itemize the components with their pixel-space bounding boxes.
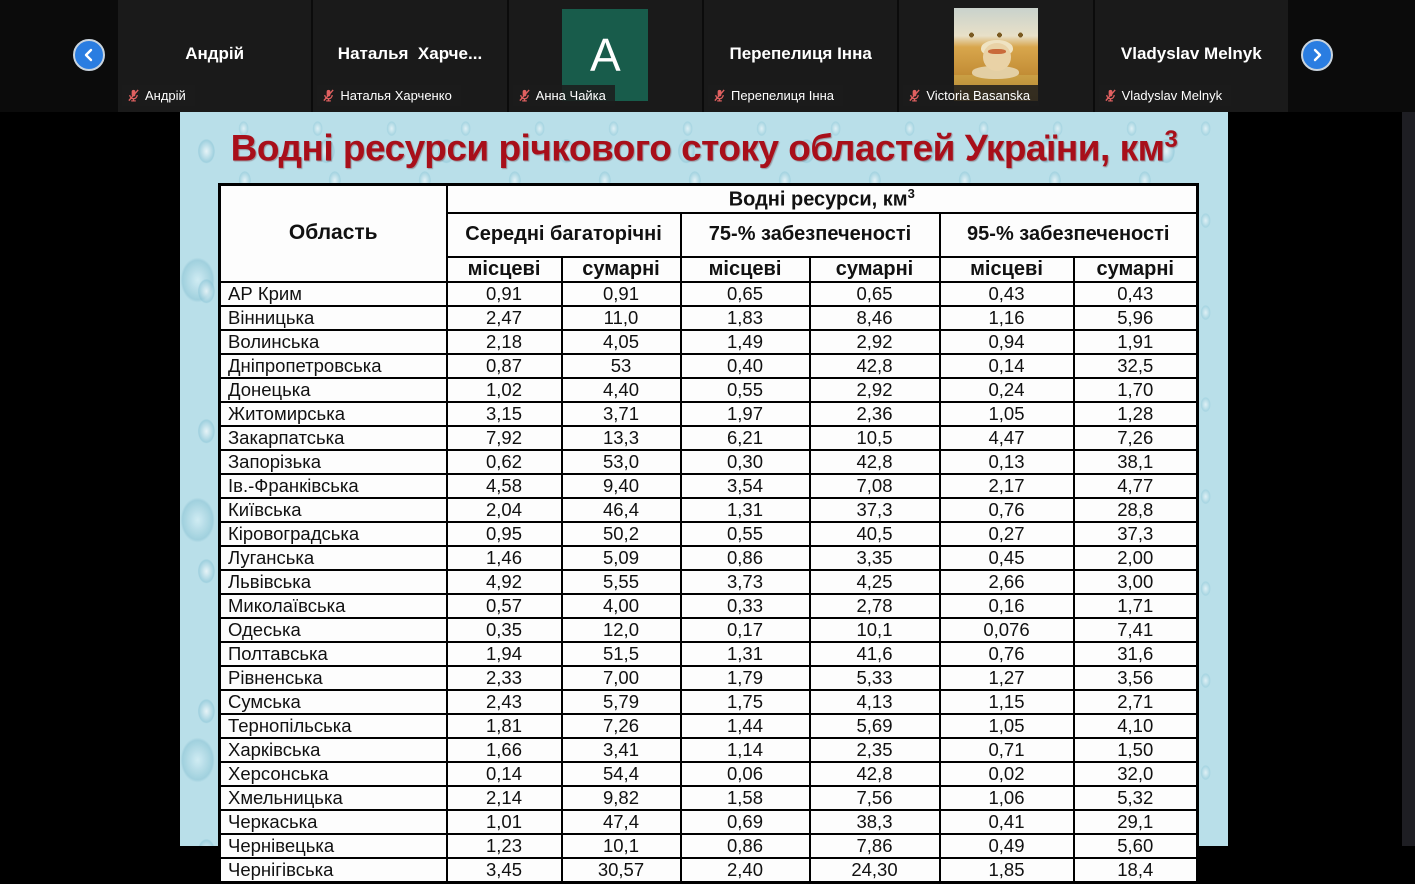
value-cell: 32,5 [1074, 354, 1198, 378]
column-header-total: сумарні [562, 257, 681, 282]
value-cell: 0,14 [940, 354, 1074, 378]
muted-mic-icon [713, 89, 726, 102]
value-cell: 28,8 [1074, 498, 1198, 522]
value-cell: 1,28 [1074, 402, 1198, 426]
value-cell: 3,41 [562, 738, 681, 762]
value-cell: 38,3 [810, 810, 940, 834]
value-cell: 0,33 [681, 594, 810, 618]
value-cell: 0,71 [940, 738, 1074, 762]
value-cell: 0,30 [681, 450, 810, 474]
value-cell: 1,05 [940, 402, 1074, 426]
slide-title: Водні ресурси річкового стоку областей України, $км^3$ [230, 126, 1178, 169]
value-cell: 0,076 [940, 618, 1074, 642]
table-row [220, 810, 1198, 834]
value-cell: 3,45 [447, 858, 562, 883]
value-cell: 2,47 [447, 306, 562, 330]
value-cell: 2,14 [447, 786, 562, 810]
window-edge-strip [1402, 112, 1415, 846]
value-cell: 7,26 [562, 714, 681, 738]
participant-name-text: Наталья Харченко [340, 88, 452, 103]
value-cell: 1,83 [681, 306, 810, 330]
participant-tile[interactable] [899, 0, 1092, 112]
participant-name-label [1099, 85, 1231, 106]
value-cell: 0,43 [940, 282, 1074, 306]
value-cell: 7,41 [1074, 618, 1198, 642]
value-cell: 0,57 [447, 594, 562, 618]
value-cell: 4,58 [447, 474, 562, 498]
participant-name-label [317, 85, 460, 106]
value-cell: 3,54 [681, 474, 810, 498]
value-cell: 30,57 [562, 858, 681, 883]
value-cell: 0,55 [681, 522, 810, 546]
value-cell: 2,71 [1074, 690, 1198, 714]
value-cell: 0,87 [447, 354, 562, 378]
value-cell: 5,32 [1074, 786, 1198, 810]
value-cell: 42,8 [810, 762, 940, 786]
column-header-mean: Середні багаторічні [447, 213, 681, 257]
value-cell: 0,91 [447, 282, 562, 306]
column-header-75pct: 75-% забезпеченості [681, 213, 940, 257]
table-row [220, 426, 1198, 450]
value-cell: 9,40 [562, 474, 681, 498]
value-cell: 0,24 [940, 378, 1074, 402]
value-cell: 3,35 [810, 546, 940, 570]
value-cell: 0,91 [562, 282, 681, 306]
table-row [220, 762, 1198, 786]
value-cell: 0,86 [681, 834, 810, 858]
region-name-cell: Сумська [220, 690, 447, 714]
value-cell: 7,26 [1074, 426, 1198, 450]
table-body [220, 282, 1198, 883]
region-name-cell: Одеська [220, 618, 447, 642]
participant-name-text: Перепелиця Інна [730, 88, 835, 103]
water-resources-table [218, 183, 1199, 884]
value-cell: 42,8 [810, 354, 940, 378]
region-name-cell: Київська [220, 498, 447, 522]
participant-tile[interactable] [313, 0, 506, 112]
value-cell: 5,55 [562, 570, 681, 594]
participant-name-label [903, 85, 1039, 106]
table-row [220, 666, 1198, 690]
region-name-cell: Харківська [220, 738, 447, 762]
value-cell: 2,40 [681, 858, 810, 883]
table-row [220, 546, 1198, 570]
participant-name-text: Vladyslav Melnyk [1121, 88, 1223, 103]
value-cell: 1,06 [940, 786, 1074, 810]
participant-name-text: Victoria Basanska [926, 88, 1031, 103]
region-name-cell: Дніпропетровська [220, 354, 447, 378]
value-cell: 8,46 [810, 306, 940, 330]
value-cell: 7,00 [562, 666, 681, 690]
gallery-prev-button[interactable] [73, 39, 105, 71]
value-cell: 37,3 [810, 498, 940, 522]
value-cell: 1,75 [681, 690, 810, 714]
table-row [220, 450, 1198, 474]
value-cell: 11,0 [562, 306, 681, 330]
region-name-cell: Хмельницька [220, 786, 447, 810]
value-cell: 5,96 [1074, 306, 1198, 330]
value-cell: 7,86 [810, 834, 940, 858]
header-superscript: 3 [907, 186, 915, 201]
region-name-cell: Вінницька [220, 306, 447, 330]
participant-name-label [513, 85, 615, 106]
value-cell: 1,27 [940, 666, 1074, 690]
value-cell: 4,10 [1074, 714, 1198, 738]
value-cell: 0,35 [447, 618, 562, 642]
value-cell: 4,47 [940, 426, 1074, 450]
value-cell: 5,60 [1074, 834, 1198, 858]
region-name-cell: Львівська [220, 570, 447, 594]
shared-screen-slide [180, 112, 1228, 880]
participant-name-label [122, 85, 195, 106]
value-cell: 1,81 [447, 714, 562, 738]
value-cell: 42,8 [810, 450, 940, 474]
value-cell: 1,97 [681, 402, 810, 426]
value-cell: 3,15 [447, 402, 562, 426]
region-name-cell: АР Крим [220, 282, 447, 306]
value-cell: 2,18 [447, 330, 562, 354]
region-name-cell: Рівненська [220, 666, 447, 690]
value-cell: 2,78 [810, 594, 940, 618]
value-cell: 24,30 [810, 858, 940, 883]
table-row [220, 570, 1198, 594]
column-header-region: Область [220, 185, 447, 282]
value-cell: 13,3 [562, 426, 681, 450]
value-cell: 31,6 [1074, 642, 1198, 666]
value-cell: 2,35 [810, 738, 940, 762]
value-cell: 2,36 [810, 402, 940, 426]
table-row [220, 306, 1198, 330]
table-row [220, 594, 1198, 618]
value-cell: 3,00 [1074, 570, 1198, 594]
value-cell: 1,85 [940, 858, 1074, 883]
value-cell: 7,08 [810, 474, 940, 498]
value-cell: 4,13 [810, 690, 940, 714]
value-cell: 2,92 [810, 378, 940, 402]
value-cell: 1,31 [681, 498, 810, 522]
value-cell: 0,76 [940, 498, 1074, 522]
value-cell: 2,33 [447, 666, 562, 690]
value-cell: 4,05 [562, 330, 681, 354]
value-cell: 47,4 [562, 810, 681, 834]
value-cell: 0,49 [940, 834, 1074, 858]
participant-display-name: Наталья Харче... [337, 44, 483, 63]
value-cell: 1,01 [447, 810, 562, 834]
value-cell: 0,95 [447, 522, 562, 546]
value-cell: 54,4 [562, 762, 681, 786]
value-cell: 4,92 [447, 570, 562, 594]
value-cell: 2,17 [940, 474, 1074, 498]
participant-gallery [0, 0, 1415, 112]
value-cell: 5,69 [810, 714, 940, 738]
table-row [220, 738, 1198, 762]
region-name-cell: Чернівецька [220, 834, 447, 858]
region-name-cell: Черкаська [220, 810, 447, 834]
value-cell: 5,09 [562, 546, 681, 570]
value-cell: 1,49 [681, 330, 810, 354]
muted-mic-icon [1104, 89, 1117, 102]
value-cell: 0,65 [810, 282, 940, 306]
value-cell: 0,06 [681, 762, 810, 786]
participant-name-text: Анна Чайка [535, 88, 606, 103]
column-header-local: місцеві [940, 257, 1074, 282]
value-cell: 1,94 [447, 642, 562, 666]
participant-tile[interactable] [1095, 0, 1288, 112]
table-row [220, 834, 1198, 858]
chevron-left-icon [82, 48, 96, 62]
column-header-group: Водні ресурси, $км^3$ [447, 185, 1198, 213]
value-cell: 0,55 [681, 378, 810, 402]
column-header-total: сумарні [1074, 257, 1198, 282]
value-cell: 0,62 [447, 450, 562, 474]
value-cell: 1,02 [447, 378, 562, 402]
table-row [220, 618, 1198, 642]
participant-tile[interactable] [509, 0, 702, 112]
table-row [220, 378, 1198, 402]
value-cell: 1,05 [940, 714, 1074, 738]
region-name-cell: Закарпатська [220, 426, 447, 450]
value-cell: 4,77 [1074, 474, 1198, 498]
value-cell: 1,58 [681, 786, 810, 810]
region-name-cell: Тернопільська [220, 714, 447, 738]
region-name-cell: Полтавська [220, 642, 447, 666]
region-name-cell: Херсонська [220, 762, 447, 786]
muted-mic-icon [518, 89, 531, 102]
value-cell: 2,04 [447, 498, 562, 522]
value-cell: 50,2 [562, 522, 681, 546]
table-row [220, 714, 1198, 738]
value-cell: 0,45 [940, 546, 1074, 570]
table-row [220, 786, 1198, 810]
value-cell: 0,27 [940, 522, 1074, 546]
value-cell: 53 [562, 354, 681, 378]
value-cell: 37,3 [1074, 522, 1198, 546]
column-header-total: сумарні [810, 257, 940, 282]
table-row [220, 402, 1198, 426]
muted-mic-icon [127, 89, 140, 102]
table-row [220, 498, 1198, 522]
participant-display-name: Андрій [185, 44, 245, 63]
value-cell: 1,50 [1074, 738, 1198, 762]
region-name-cell: Житомирська [220, 402, 447, 426]
value-cell: 5,79 [562, 690, 681, 714]
participant-name-label [708, 85, 843, 106]
region-name-cell: Донецька [220, 378, 447, 402]
participant-strip [118, 0, 1288, 112]
participant-display-name: Vladyslav Melnyk [1120, 44, 1262, 63]
value-cell: 0,14 [447, 762, 562, 786]
value-cell: 0,13 [940, 450, 1074, 474]
value-cell: 6,21 [681, 426, 810, 450]
gallery-next-button[interactable] [1301, 39, 1333, 71]
table-row [220, 858, 1198, 883]
value-cell: 7,56 [810, 786, 940, 810]
value-cell: 2,43 [447, 690, 562, 714]
value-cell: 2,00 [1074, 546, 1198, 570]
column-header-local: місцеві [447, 257, 562, 282]
chevron-right-icon [1310, 48, 1324, 62]
table-row [220, 330, 1198, 354]
value-cell: 38,1 [1074, 450, 1198, 474]
value-cell: 0,86 [681, 546, 810, 570]
avatar-letter: A [562, 9, 648, 101]
participant-name-text: Андрій [145, 88, 186, 103]
value-cell: 7,92 [447, 426, 562, 450]
value-cell: 12,0 [562, 618, 681, 642]
value-cell: 10,1 [810, 618, 940, 642]
muted-mic-icon [908, 89, 921, 102]
value-cell: 32,0 [1074, 762, 1198, 786]
region-name-cell: Луганська [220, 546, 447, 570]
value-cell: 5,33 [810, 666, 940, 690]
participant-display-name: Перепелиця Інна [729, 44, 872, 63]
value-cell: 4,00 [562, 594, 681, 618]
title-superscript: 3 [1164, 126, 1178, 153]
participant-tile[interactable] [704, 0, 897, 112]
region-name-cell: Волинська [220, 330, 447, 354]
value-cell: 1,16 [940, 306, 1074, 330]
table-row [220, 522, 1198, 546]
muted-mic-icon [322, 89, 335, 102]
value-cell: 2,66 [940, 570, 1074, 594]
value-cell: 2,92 [810, 330, 940, 354]
value-cell: 0,40 [681, 354, 810, 378]
value-cell: 3,73 [681, 570, 810, 594]
value-cell: 0,17 [681, 618, 810, 642]
region-name-cell: Ів.-Франківська [220, 474, 447, 498]
column-header-95pct: 95-% забезпеченості [940, 213, 1198, 257]
value-cell: 1,70 [1074, 378, 1198, 402]
table-row [220, 354, 1198, 378]
value-cell: 46,4 [562, 498, 681, 522]
value-cell: 1,23 [447, 834, 562, 858]
value-cell: 1,31 [681, 642, 810, 666]
value-cell: 29,1 [1074, 810, 1198, 834]
value-cell: 0,41 [940, 810, 1074, 834]
region-name-cell: Кіровоградська [220, 522, 447, 546]
value-cell: 0,43 [1074, 282, 1198, 306]
value-cell: 0,94 [940, 330, 1074, 354]
value-cell: 53,0 [562, 450, 681, 474]
table-row [220, 282, 1198, 306]
value-cell: 0,76 [940, 642, 1074, 666]
table-row [220, 642, 1198, 666]
region-name-cell: Запорізька [220, 450, 447, 474]
value-cell: 1,15 [940, 690, 1074, 714]
value-cell: 10,1 [562, 834, 681, 858]
value-cell: 4,25 [810, 570, 940, 594]
value-cell: 1,66 [447, 738, 562, 762]
value-cell: 0,69 [681, 810, 810, 834]
value-cell: 41,6 [810, 642, 940, 666]
participant-tile[interactable] [118, 0, 311, 112]
value-cell: 1,44 [681, 714, 810, 738]
table-row [220, 474, 1198, 498]
value-cell: 40,5 [810, 522, 940, 546]
value-cell: 4,40 [562, 378, 681, 402]
value-cell: 3,56 [1074, 666, 1198, 690]
value-cell: 3,71 [562, 402, 681, 426]
region-name-cell: Чернігівська [220, 858, 447, 883]
value-cell: 1,46 [447, 546, 562, 570]
value-cell: 0,02 [940, 762, 1074, 786]
value-cell: 1,71 [1074, 594, 1198, 618]
value-cell: 1,14 [681, 738, 810, 762]
value-cell: 18,4 [1074, 858, 1198, 883]
value-cell: 1,79 [681, 666, 810, 690]
value-cell: 1,91 [1074, 330, 1198, 354]
value-cell: 9,82 [562, 786, 681, 810]
value-cell: 10,5 [810, 426, 940, 450]
value-cell: 51,5 [562, 642, 681, 666]
region-name-cell: Миколаївська [220, 594, 447, 618]
table-row [220, 690, 1198, 714]
value-cell: 0,16 [940, 594, 1074, 618]
value-cell: 0,65 [681, 282, 810, 306]
column-header-local: місцеві [681, 257, 810, 282]
